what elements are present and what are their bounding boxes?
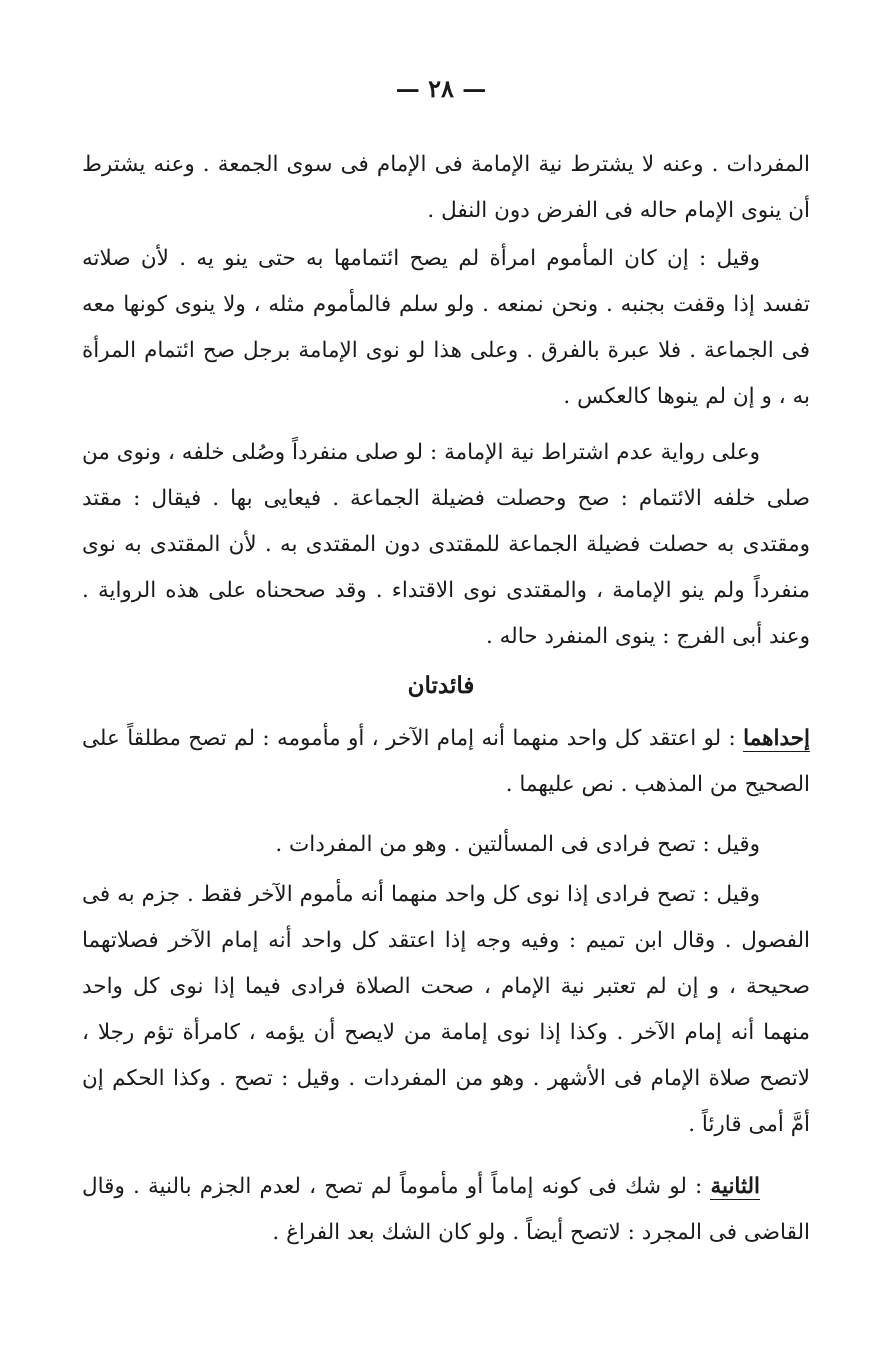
page-number: — ٢٨ —	[395, 74, 487, 103]
text-block-5	[82, 822, 810, 868]
paragraph-2: وقيل : إن كان المأموم امرأة لم يصح ائتمامها به حتى ينو يه . لأن صلاته تفسد إذا وقفت بجنبه . ونحن نمنعه . ولو سلم فالمأموم مثله ، ولا ينوى كونها معه فى الجماعة . فلا عبرة بالفرق . وعلى هذا لو نوى الإمامة برجل صح ائتمام المرأة به ، و إن لم ينوها كالعكس .	[82, 246, 810, 409]
faida-1-paragraph	[82, 716, 810, 808]
paragraph-6: وقيل : تصح فرادى إذا نوى كل واحد منهما أنه مأموم الآخر فقط . جزم به فى الفصول . وقال ابن تميم : وفيه وجه إذا اعتقد كل واحد أنه إمام الآخر فصلاتهما صحيحة ، و إن لم تعتبر نية الإمام ، صحت الصلاة فرادى فيما إذا نوى كل واحد منهما أنه إمام الآخر . وكذا إذا نوى إمامة من لايصح أن يؤمه ، كامرأة تؤم رجلا ، لاتصح صلاة الإمام فى الأشهر . وهو من المفردات . وقيل : تصح . وكذا الحكم إن أمَّ أمى قارئاً .	[82, 882, 810, 1137]
faida-1-term: إحداهما	[743, 726, 810, 751]
faida-2-text: : لو شك فى كونه إماماً أو مأموماً لم تصح ، لعدم الجزم بالنية . وقال القاضى فى المجرد : لاتصح أيضاً . ولو كان الشك بعد الفراغ .	[82, 1174, 810, 1245]
paragraph-1: المفردات . وعنه لا يشترط نية الإمامة فى الإمام فى سوى الجمعة . وعنه يشترط أن ينوى الإمام حاله فى الفرض دون النفل .	[82, 152, 810, 223]
faida-1-text: : لو اعتقد كل واحد منهما أنه إمام الآخر ، أو مأمومه : لم تصح مطلقاً على الصحيح من المذهب . نص عليهما .	[82, 726, 810, 797]
text-block-3	[82, 430, 810, 660]
text-block-top	[82, 142, 810, 234]
text-block-faida-2	[82, 1164, 810, 1256]
faida-2-term: الثانية	[710, 1174, 760, 1199]
text-block-2	[82, 236, 810, 420]
paragraph-5: وقيل : تصح فرادى فى المسألتين . وهو من المفردات .	[275, 832, 760, 857]
text-block-faida-1	[82, 716, 810, 808]
section-heading: فائدتان	[407, 672, 475, 699]
faida-2-paragraph	[82, 1164, 810, 1256]
paragraph-3: وعلى رواية عدم اشتراط نية الإمامة : لو صلى منفرداً وصُلى خلفه ، ونوى من صلى خلفه الائتمام : صح وحصلت فضيلة الجماعة . فيعايى بها . فيقال : مقتد ومقتدى به حصلت فضيلة الجماعة للمقتدى دون المقتدى به . لأن المقتدى به نوى منفرداً ولم ينو الإمامة ، والمقتدى نوى الاقتداء . وقد صححناه على هذه الرواية . وعند أبى الفرج : ينوى المنفرد حاله .	[82, 440, 810, 649]
text-block-6	[82, 872, 810, 1148]
